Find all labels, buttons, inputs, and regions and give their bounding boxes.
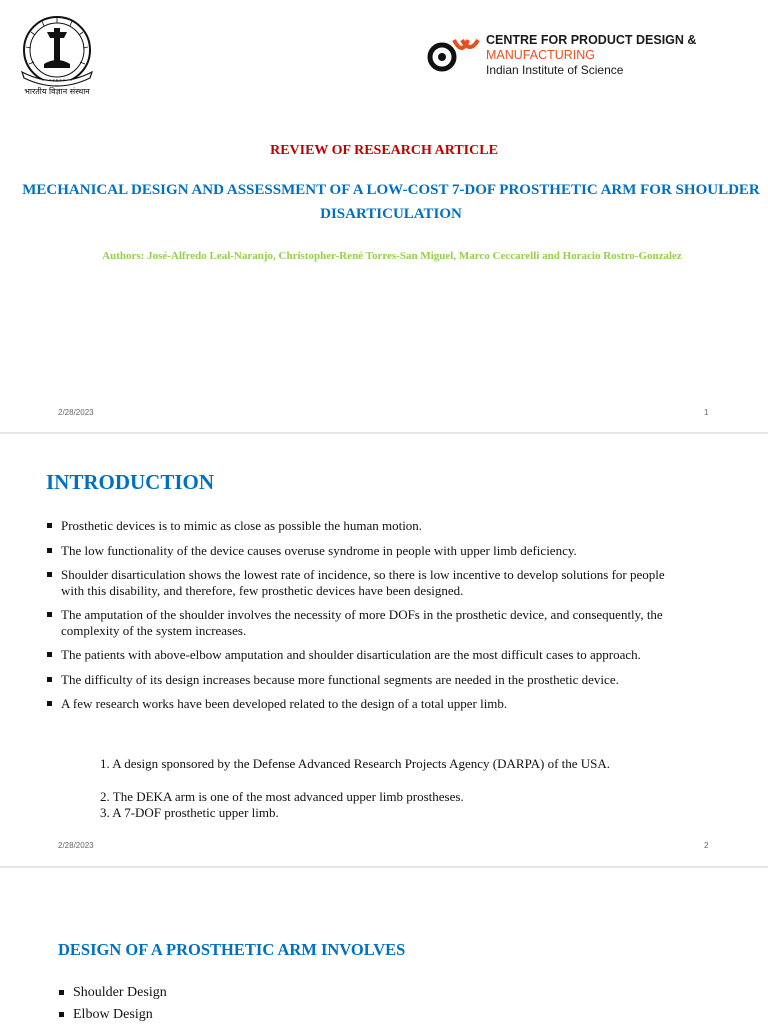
design-heading: DESIGN OF A PROSTHETIC ARM INVOLVES	[58, 940, 406, 959]
bullet-square-icon	[47, 548, 52, 553]
bullet-square-icon	[47, 701, 52, 706]
bullet-text: Elbow Design	[73, 1007, 153, 1022]
bullet-square-icon	[59, 990, 64, 995]
bullet-text: Shoulder disarticulation shows the lowest rate of incidence, so there is low incentive to develop solutions for people with this disability, and therefore, few prosthetic devices have been designed.	[61, 567, 665, 598]
numbered-item: 2. The DEKA arm is one of the most advanced upper limb prostheses.	[100, 789, 464, 804]
bullet-square-icon	[47, 677, 52, 682]
slide-2	[0, 434, 768, 866]
iisc-hindi-name: भारतीय विज्ञान संस्थान	[24, 87, 90, 96]
bullet-text: Prosthetic devices is to mimic as close as possible the human motion.	[61, 518, 423, 533]
bullet-text: Shoulder Design	[73, 985, 167, 1000]
slide-number: 1	[704, 408, 709, 417]
bullet-item	[46, 543, 686, 559]
bullet-item	[58, 1004, 167, 1026]
bullet-square-icon	[59, 1012, 64, 1017]
review-heading: REVIEW OF RESEARCH ARTICLE	[270, 143, 498, 158]
bullet-item	[46, 607, 686, 638]
article-title: MECHANICAL DESIGN AND ASSESSMENT OF A LOW-COST 7-DOF PROSTHETIC ARM FOR SHOULDER DISARTICULATION	[22, 182, 760, 222]
introduction-heading: INTRODUCTION	[46, 470, 215, 494]
bullet-square-icon	[47, 652, 52, 657]
bullet-item	[58, 982, 167, 1004]
bullet-square-icon	[47, 612, 52, 617]
cpdm-name-line3: Indian Institute of Science	[486, 63, 624, 77]
slide-number: 2	[704, 841, 709, 850]
bullet-item	[46, 567, 686, 598]
slide-1	[0, 0, 768, 432]
slide-date: 2/28/2023	[58, 841, 94, 850]
bullet-text: The difficulty of its design increases because more functional segments are needed in the prosthetic device.	[61, 671, 619, 687]
cpdm-name-line2: MANUFACTURING	[486, 48, 596, 62]
bullet-item	[46, 518, 686, 534]
bullet-text: A few research works have been developed related to the design of a total upper limb.	[61, 696, 508, 711]
slide-3	[0, 868, 768, 1024]
bullet-text: The patients with above-elbow amputation and shoulder disarticulation are the most difficult cases to approach.	[61, 647, 641, 662]
bullet-text: The amputation of the shoulder involves the necessity of more DOFs in the prosthetic device, and consequently, the complexity of the system increases.	[61, 607, 663, 638]
design-bullet-list	[58, 982, 167, 1026]
bullet-item	[46, 696, 686, 712]
slide-date: 2/28/2023	[58, 408, 94, 417]
numbered-item: 1. A design sponsored by the Defense Advanced Research Projects Agency (DARPA) of the USA.	[100, 756, 611, 771]
cpdm-logo-icon	[426, 34, 482, 76]
introduction-bullet-list	[46, 518, 686, 721]
bullet-square-icon	[47, 572, 52, 577]
cpdm-name	[486, 33, 696, 78]
article-authors: Authors: José-Alfredo Leal-Naranjo, Christopher-René Torres-San Miguel, Marco Ceccarelli and Horacio Rostro-Gonzalez	[102, 250, 682, 262]
bullet-item	[46, 672, 686, 688]
cpdm-name-line1: CENTRE FOR PRODUCT DESIGN &	[486, 33, 697, 47]
bullet-square-icon	[47, 523, 52, 528]
bullet-text: The low functionality of the device causes overuse syndrome in people with upper limb deficiency.	[61, 542, 577, 558]
numbered-item: 3. A 7-DOF prosthetic upper limb.	[100, 805, 279, 820]
bullet-item	[46, 647, 686, 663]
